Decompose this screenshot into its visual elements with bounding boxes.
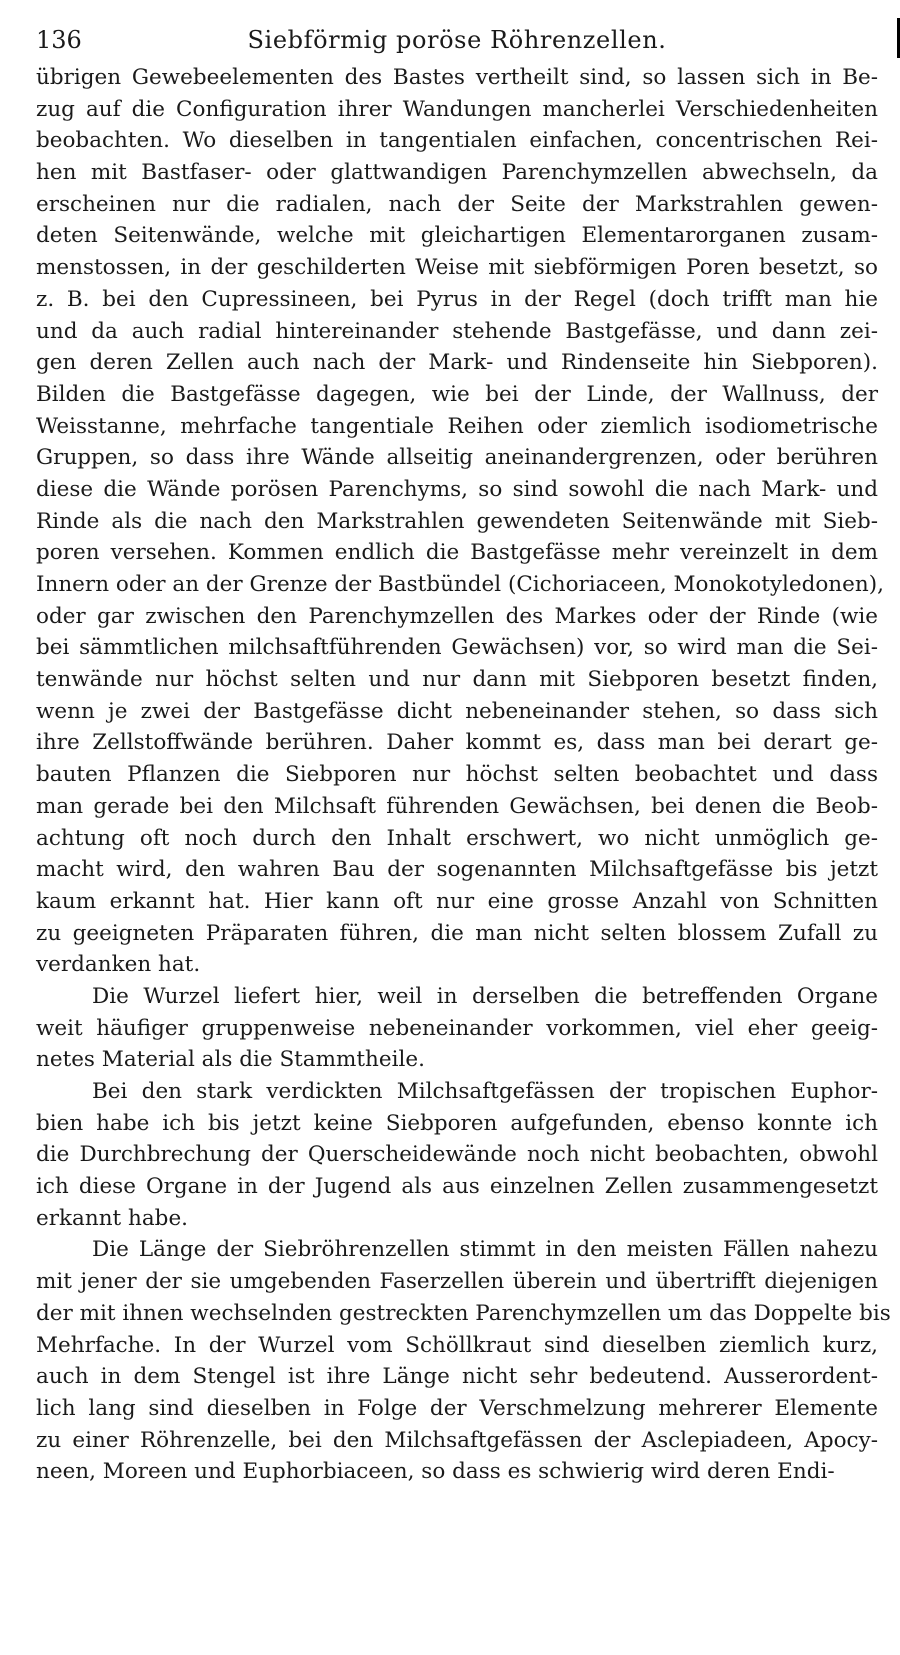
text-line: mit jener der sie umgebenden Faserzellen überein und übertrifft diejenigen: [36, 1269, 878, 1295]
body-text: [36, 62, 891, 1488]
book-page: [36, 22, 891, 1488]
text-line: deten Seitenwände, welche mit gleichartigen Elementarorganen zusam-: [36, 223, 878, 249]
text-line: diese die Wände porösen Parenchyms, so sind sowohl die nach Mark- und: [36, 476, 878, 502]
text-line: Mehrfache. In der Wurzel vom Schöllkraut sind dieselben ziemlich kurz,: [36, 1332, 878, 1358]
paragraph: [36, 62, 884, 981]
text-line: Die Wurzel liefert hier, weil in derselben die betreffenden Organe: [92, 983, 878, 1009]
text-line: bien habe ich bis jetzt keine Siebporen aufgefunden, ebenso konnte ich: [36, 1110, 878, 1136]
text-line: die Durchbrechung der Querscheidewände noch nicht beobachten, obwohl: [36, 1142, 878, 1168]
text-line: weit häufiger gruppenweise nebeneinander vorkommen, viel eher geeig-: [36, 1015, 878, 1041]
text-line: ihre Zellstoffwände berühren. Daher kommt es, dass man bei derart ge-: [36, 730, 878, 756]
text-line: verdanken hat.: [36, 952, 201, 978]
text-line: poren versehen. Kommen endlich die Bastgefässe mehr vereinzelt in dem: [36, 540, 878, 566]
running-head: [36, 22, 878, 58]
paragraph: [36, 1076, 878, 1234]
text-line: kaum erkannt hat. Hier kann oft nur eine grosse Anzahl von Schnitten: [36, 888, 878, 914]
text-line: Innern oder an der Grenze der Bastbündel (Cichoriaceen, Monokotyledonen),: [36, 572, 884, 597]
text-line: übrigen Gewebeelementen des Bastes vertheilt sind, so lassen sich in Be-: [36, 65, 878, 90]
text-line: Rinde als die nach den Markstrahlen gewendeten Seitenwände mit Sieb-: [36, 508, 878, 534]
text-line: Weisstanne, mehrfache tangentiale Reihen oder ziemlich isodiometrische: [36, 413, 878, 439]
text-line: macht wird, den wahren Bau der sogenannten Milchsaftgefässe bis jetzt: [36, 857, 878, 883]
text-line: bauten Pflanzen die Siebporen nur höchst selten beobachtet und dass: [36, 762, 878, 788]
text-line: Gruppen, so dass ihre Wände allseitig aneinandergrenzen, oder berühren: [36, 445, 878, 471]
text-line: achtung oft noch durch den Inhalt erschwert, wo nicht unmöglich ge-: [36, 825, 878, 851]
text-line: tenwände nur höchst selten und nur dann mit Siebporen besetzt finden,: [36, 667, 878, 693]
text-line: lich lang sind dieselben in Folge der Verschmelzung mehrerer Elemente: [36, 1395, 878, 1421]
text-line: z. B. bei den Cupressineen, bei Pyrus in der Regel (doch trifft man hie: [36, 286, 878, 312]
text-line: man gerade bei den Milchsaft führenden Gewächsen, bei denen die Beob-: [36, 793, 878, 819]
text-line: netes Material als die Stammtheile.: [36, 1047, 425, 1073]
text-line: zu geeigneten Präparaten führen, die man nicht selten blossem Zufall zu: [36, 920, 878, 946]
running-title: Siebförmig poröse Röhrenzellen.: [247, 26, 667, 54]
text-line: hen mit Bastfaser- oder glattwandigen Parenchymzellen abwechseln, da: [36, 160, 878, 186]
text-line: neen, Moreen und Euphorbiaceen, so dass es schwierig wird deren Endi-: [36, 1459, 835, 1485]
text-line: erkannt habe.: [36, 1205, 189, 1231]
text-line: erscheinen nur die radialen, nach der Seite der Markstrahlen gewen-: [36, 191, 878, 217]
text-line: bei sämmtlichen milchsaftführenden Gewächsen) vor, so wird man die Sei-: [36, 635, 878, 661]
text-line: Die Länge der Siebröhrenzellen stimmt in den meisten Fällen nahezu: [92, 1237, 878, 1263]
text-line: auch in dem Stengel ist ihre Länge nicht sehr bedeutend. Ausserordent-: [36, 1364, 878, 1390]
paragraph: [36, 1234, 891, 1488]
text-line: oder gar zwischen den Parenchymzellen des Markes oder der Rinde (wie: [36, 603, 878, 629]
text-line: ich diese Organe in der Jugend als aus einzelnen Zellen zusammengesetzt: [36, 1174, 878, 1200]
text-line: zug auf die Configuration ihrer Wandungen mancherlei Verschiedenheiten: [36, 96, 878, 122]
paragraph: [36, 981, 878, 1076]
text-line: Bei den stark verdickten Milchsaftgefässen der tropischen Euphor-: [92, 1079, 878, 1104]
text-line: Bilden die Bastgefässe dagegen, wie bei der Linde, der Wallnuss, der: [36, 381, 878, 407]
text-line: der mit ihnen wechselnden gestreckten Parenchymzellen um das Doppelte bis: [36, 1300, 891, 1326]
text-line: zu einer Röhrenzelle, bei den Milchsaftgefässen der Asclepiadeen, Apocy-: [36, 1427, 878, 1453]
text-line: wenn je zwei der Bastgefässe dicht nebeneinander stehen, so dass sich: [36, 698, 878, 724]
text-line: gen deren Zellen auch nach der Mark- und Rindenseite hin Siebporen).: [36, 350, 878, 376]
page-number: 136: [36, 26, 82, 54]
text-line: menstossen, in der geschilderten Weise mit siebförmigen Poren besetzt, so: [36, 255, 878, 281]
text-line: und da auch radial hintereinander stehende Bastgefässe, und dann zei-: [36, 318, 878, 344]
text-line: beobachten. Wo dieselben in tangentialen einfachen, concentrischen Rei-: [36, 128, 878, 154]
